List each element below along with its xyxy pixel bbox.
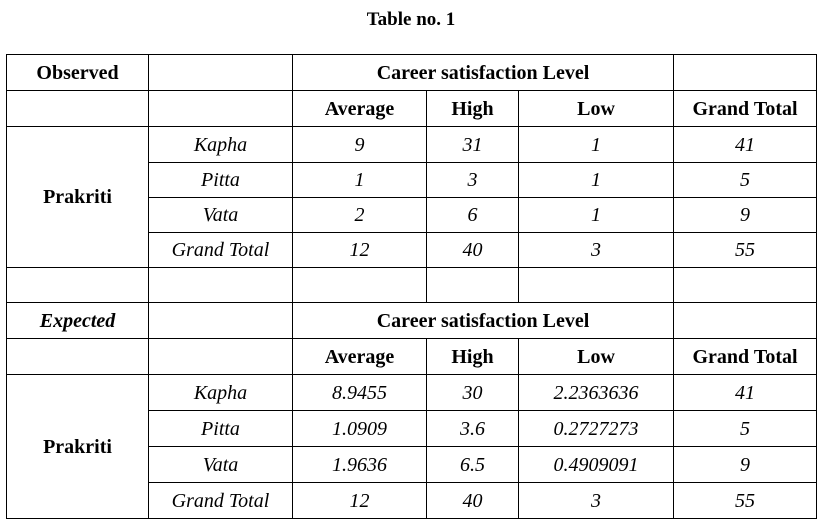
table-cell: 1 xyxy=(519,198,674,233)
empty-cell xyxy=(674,303,817,339)
column-header: High xyxy=(427,339,519,375)
table-cell: 6 xyxy=(427,198,519,233)
column-header: Grand Total xyxy=(674,91,817,127)
column-header: Low xyxy=(519,91,674,127)
column-header: Grand Total xyxy=(674,339,817,375)
expected-label: Expected xyxy=(7,303,149,339)
empty-cell xyxy=(149,268,293,303)
empty-cell xyxy=(149,303,293,339)
row-label: Vata xyxy=(149,198,293,233)
observed-title-row xyxy=(7,55,817,91)
table-cell: 3 xyxy=(519,483,674,519)
empty-cell xyxy=(674,55,817,91)
table-cell: 41 xyxy=(674,375,817,411)
expected-header: Career satisfaction Level xyxy=(293,303,674,339)
column-header: High xyxy=(427,91,519,127)
table-cell: 3.6 xyxy=(427,411,519,447)
table-cell: 9 xyxy=(674,198,817,233)
table-cell: 2 xyxy=(293,198,427,233)
table-cell: 55 xyxy=(674,233,817,268)
observed-columns-row xyxy=(7,91,817,127)
spacer-row xyxy=(7,268,817,303)
empty-cell xyxy=(427,268,519,303)
table-cell: 41 xyxy=(674,127,817,163)
table-cell: 9 xyxy=(293,127,427,163)
expected-columns-row xyxy=(7,339,817,375)
table-cell: 1 xyxy=(293,163,427,198)
row-label: Kapha xyxy=(149,375,293,411)
table-cell: 3 xyxy=(519,233,674,268)
empty-cell xyxy=(674,268,817,303)
empty-cell xyxy=(7,91,149,127)
table-cell: 5 xyxy=(674,163,817,198)
empty-cell xyxy=(149,55,293,91)
row-label: Grand Total xyxy=(149,233,293,268)
table-cell: 1.9636 xyxy=(293,447,427,483)
row-label: Vata xyxy=(149,447,293,483)
table-cell: 40 xyxy=(427,483,519,519)
observed-group-label: Prakriti xyxy=(7,127,149,268)
row-label: Grand Total xyxy=(149,483,293,519)
empty-cell xyxy=(149,91,293,127)
table-caption: Table no. 1 xyxy=(366,9,456,30)
row-label: Kapha xyxy=(149,127,293,163)
empty-cell xyxy=(7,268,149,303)
expected-title-row xyxy=(7,303,817,339)
table-cell: 40 xyxy=(427,233,519,268)
table-cell: 9 xyxy=(674,447,817,483)
contingency-table xyxy=(6,54,817,519)
table-cell: 0.2727273 xyxy=(519,411,674,447)
empty-cell xyxy=(519,268,674,303)
table-cell: 0.4909091 xyxy=(519,447,674,483)
empty-cell xyxy=(149,339,293,375)
observed-label: Observed xyxy=(7,55,149,91)
table-cell: 6.5 xyxy=(427,447,519,483)
table-cell: 30 xyxy=(427,375,519,411)
table-cell: 5 xyxy=(674,411,817,447)
table-cell: 8.9455 xyxy=(293,375,427,411)
table-cell: 12 xyxy=(293,483,427,519)
table-cell: 31 xyxy=(427,127,519,163)
table-cell: 1.0909 xyxy=(293,411,427,447)
row-label: Pitta xyxy=(149,163,293,198)
table-cell: 3 xyxy=(427,163,519,198)
row-label: Pitta xyxy=(149,411,293,447)
observed-header: Career satisfaction Level xyxy=(293,55,674,91)
table-cell: 1 xyxy=(519,163,674,198)
empty-cell xyxy=(7,339,149,375)
table-cell: 12 xyxy=(293,233,427,268)
expected-group-label: Prakriti xyxy=(7,375,149,519)
table-cell: 2.2363636 xyxy=(519,375,674,411)
column-header: Low xyxy=(519,339,674,375)
table-row xyxy=(7,127,817,163)
table-cell: 1 xyxy=(519,127,674,163)
table-cell: 55 xyxy=(674,483,817,519)
column-header: Average xyxy=(293,339,427,375)
table-row xyxy=(7,375,817,411)
column-header: Average xyxy=(293,91,427,127)
empty-cell xyxy=(293,268,427,303)
